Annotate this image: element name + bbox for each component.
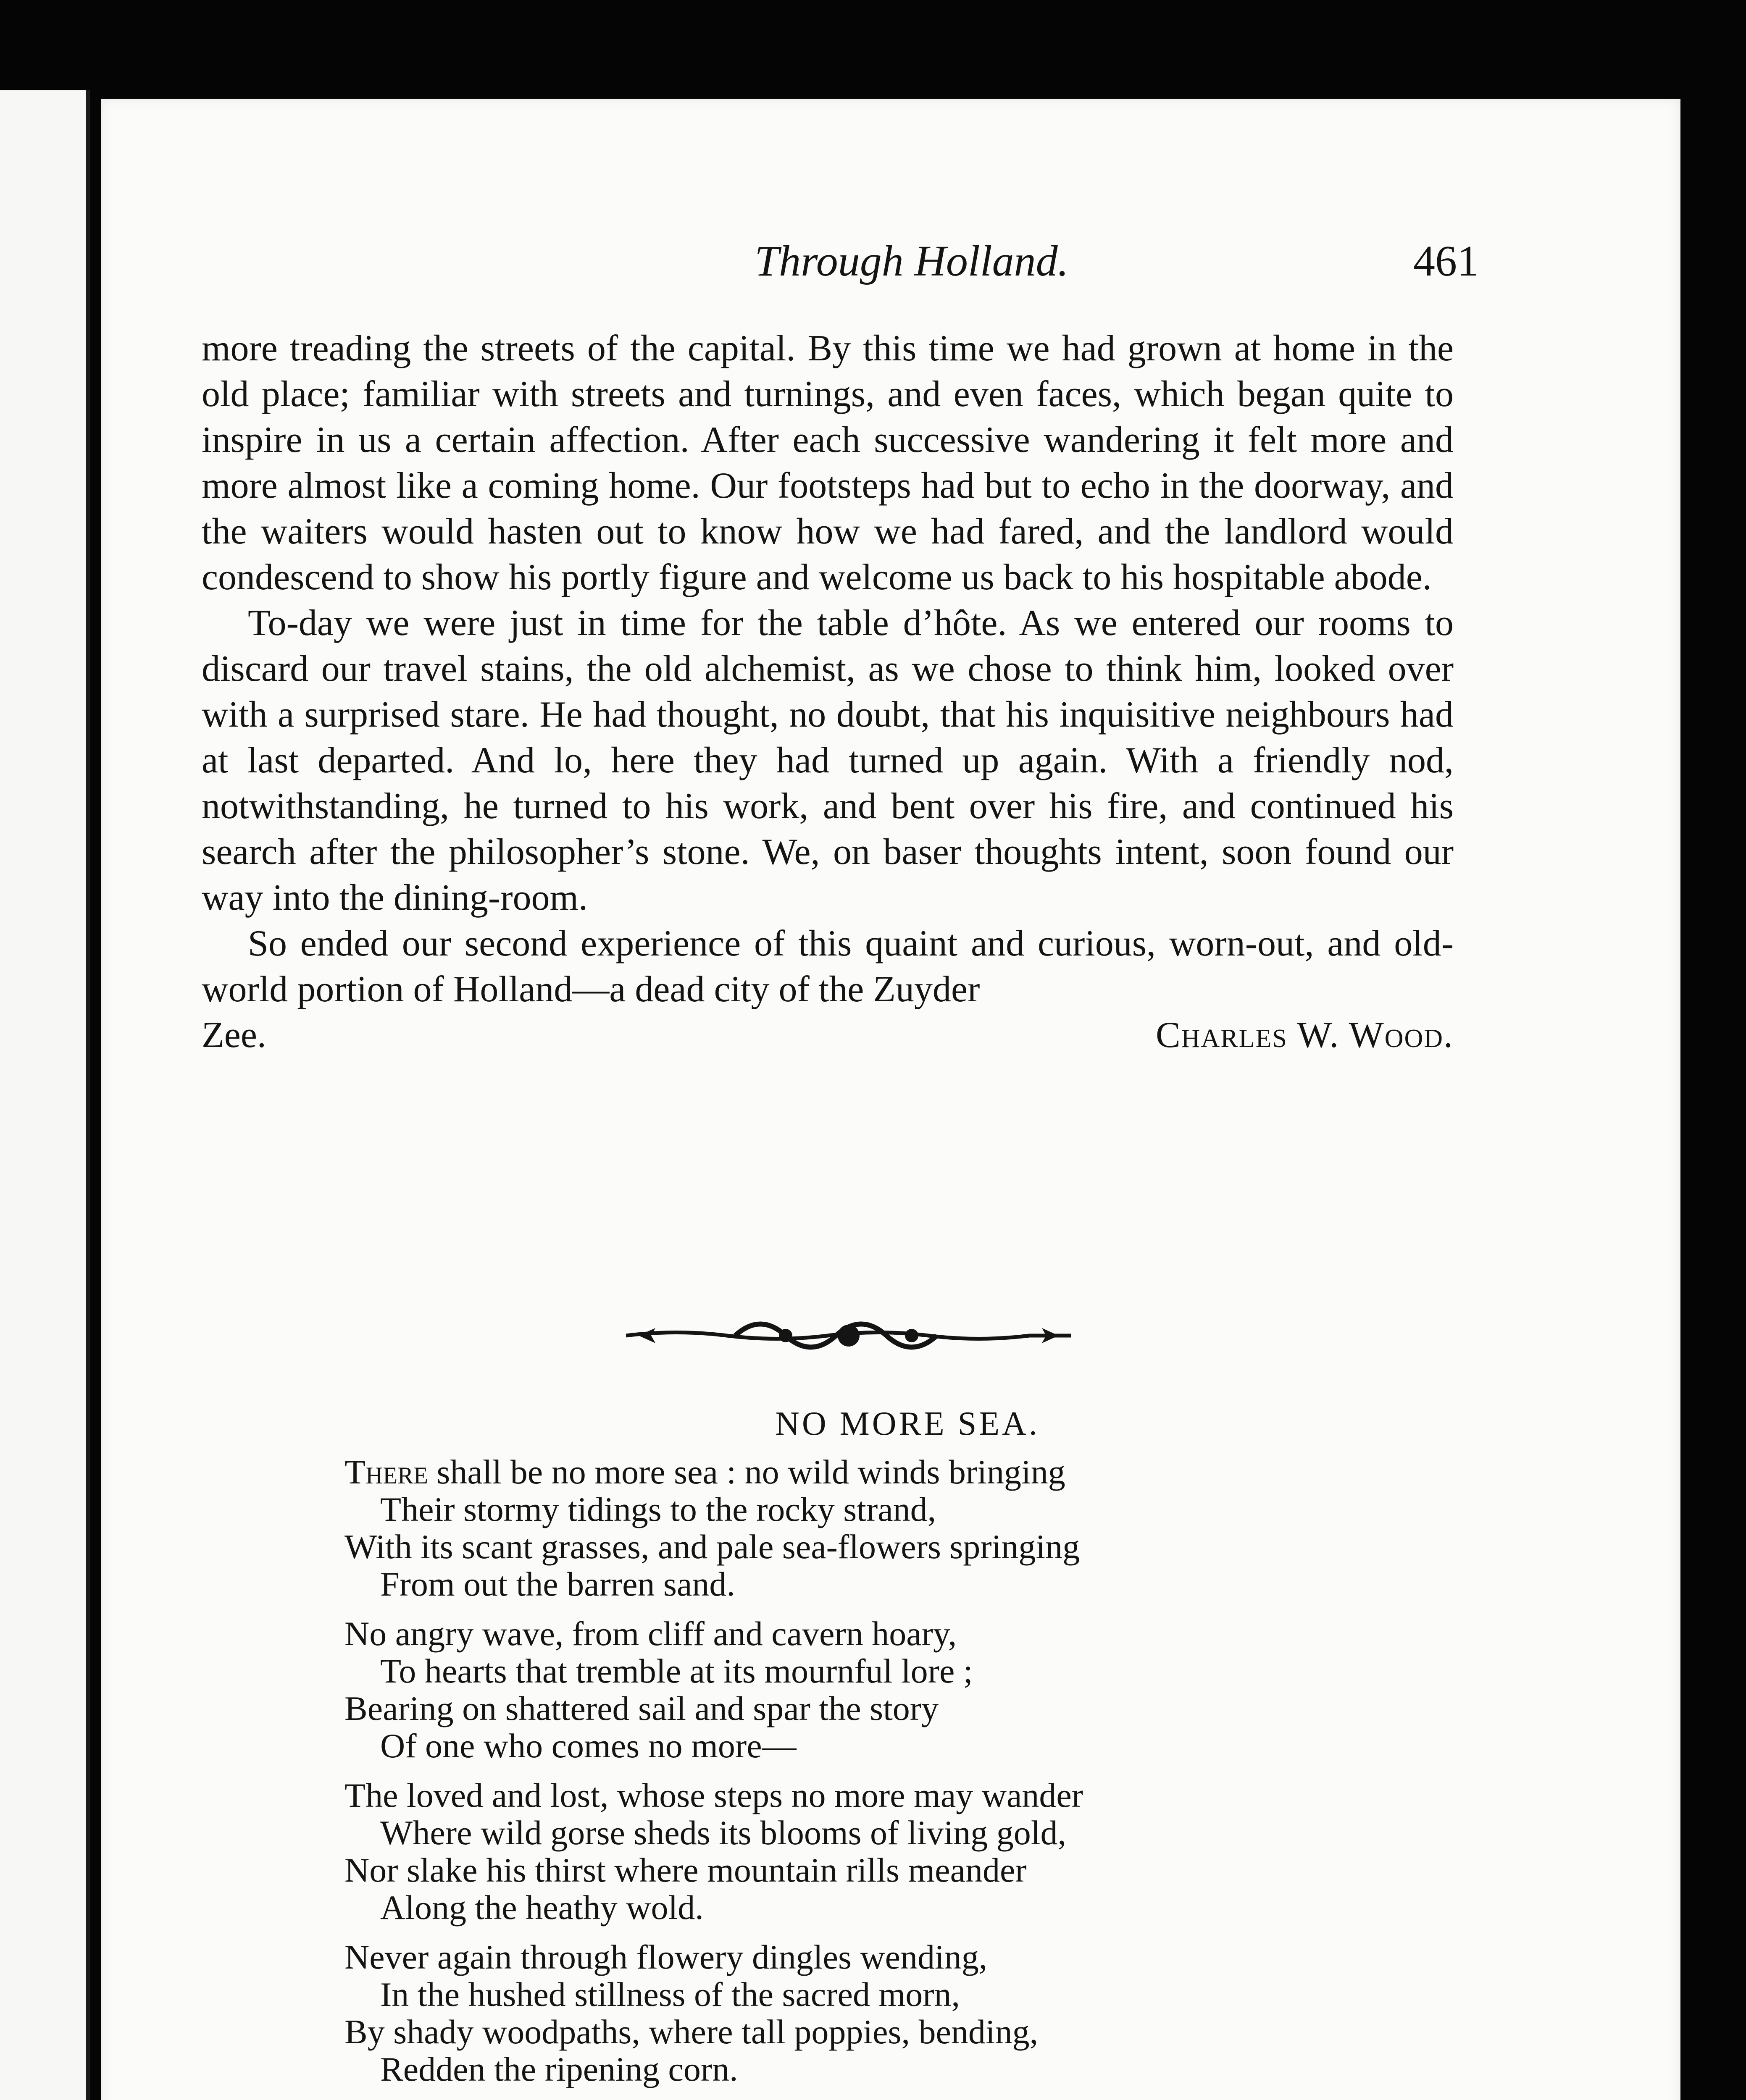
running-header (101, 235, 1680, 319)
poem-line: Of one who comes no more— (380, 1727, 797, 1765)
signature-line (202, 1012, 1454, 1058)
poem-stanza (344, 1777, 1462, 1926)
book-page (101, 99, 1680, 2100)
poem-line (344, 1453, 1462, 1491)
poem-line: The loved and lost, whose steps no more may wander (344, 1776, 1083, 1814)
poem-line: Bearing on shattered sail and spar the story (344, 1689, 939, 1727)
poem (344, 1453, 1462, 2100)
poem-line: Nor slake his thirst where mountain rills meander (344, 1851, 1027, 1889)
poem-stanza (344, 1453, 1462, 1603)
author-signature: Charles W. Wood. (1155, 1015, 1454, 1055)
page-number: 461 (1413, 237, 1479, 285)
paragraph: To-day we were just in time for the table d’hôte. As we entered our rooms to discard our travel stains, the old alchemist, as we chose to think him, looked over with a surprised stare. He had thought, no doubt, that his inquisitive neighbours had at last departed. And lo, here they had turned up again. With a friendly nod, notwithstanding, he turned to his work, and bent over his fire, and continued his search after the philosopher’s stone. We, on baser thoughts intent, soon found our way into the dining-room. (202, 603, 1454, 918)
poem-line: Where wild gorse sheds its blooms of living gold, (380, 1814, 1066, 1852)
poem-line: Never again through flowery dingles wending, (344, 1938, 988, 1976)
poem-line: From out the barren sand. (380, 1565, 735, 1603)
article-body (202, 326, 1454, 1058)
ornament-divider (626, 1317, 1071, 1354)
poem-line: Their stormy tidings to the rocky strand, (380, 1490, 936, 1528)
poem-line: No angry wave, from cliff and cavern hoary, (344, 1614, 957, 1653)
poem-line-text: shall be no more sea : no wild winds bringing (428, 1453, 1065, 1491)
final-word: Zee. (202, 1015, 266, 1055)
poem-stanza (344, 1615, 1462, 1764)
paragraph: more treading the streets of the capital. By this time we had grown at home in the old place; familiar with streets and turnings, and even faces, which began quite to inspire in us a certain affection. After each successive wandering it felt more and more almost like a coming home. Our footsteps had but to echo in the doorway, and the waiters would hasten out to know how we had fared, and the landlord would condescend to show his portly figure and welcome us back to his hospitable abode. (202, 328, 1454, 598)
poem-line: To hearts that tremble at its mournful lore ; (380, 1652, 973, 1690)
poem-line: Along the heathy wold. (380, 1888, 704, 1927)
running-title: Through Holland. (755, 237, 1069, 285)
poem-title: NO MORE SEA. (775, 1405, 1040, 1442)
poem-line: With its scant grasses, and pale sea-flowers springing (344, 1528, 1080, 1566)
poem-stanza (344, 1938, 1462, 2088)
adjacent-page-edge (0, 90, 90, 2100)
poem-first-word: There (344, 1453, 428, 1491)
poem-line: By shady woodpaths, where tall poppies, bending, (344, 2013, 1039, 2051)
final-paragraph: So ended our second experience of this quaint and curious, worn-out, and old-world portion of Holland—a dead city of the Zuyder (202, 923, 1454, 1010)
poem-line: In the hushed stillness of the sacred morn, (380, 1975, 960, 2013)
poem-line: Redden the ripening corn. (380, 2050, 738, 2088)
